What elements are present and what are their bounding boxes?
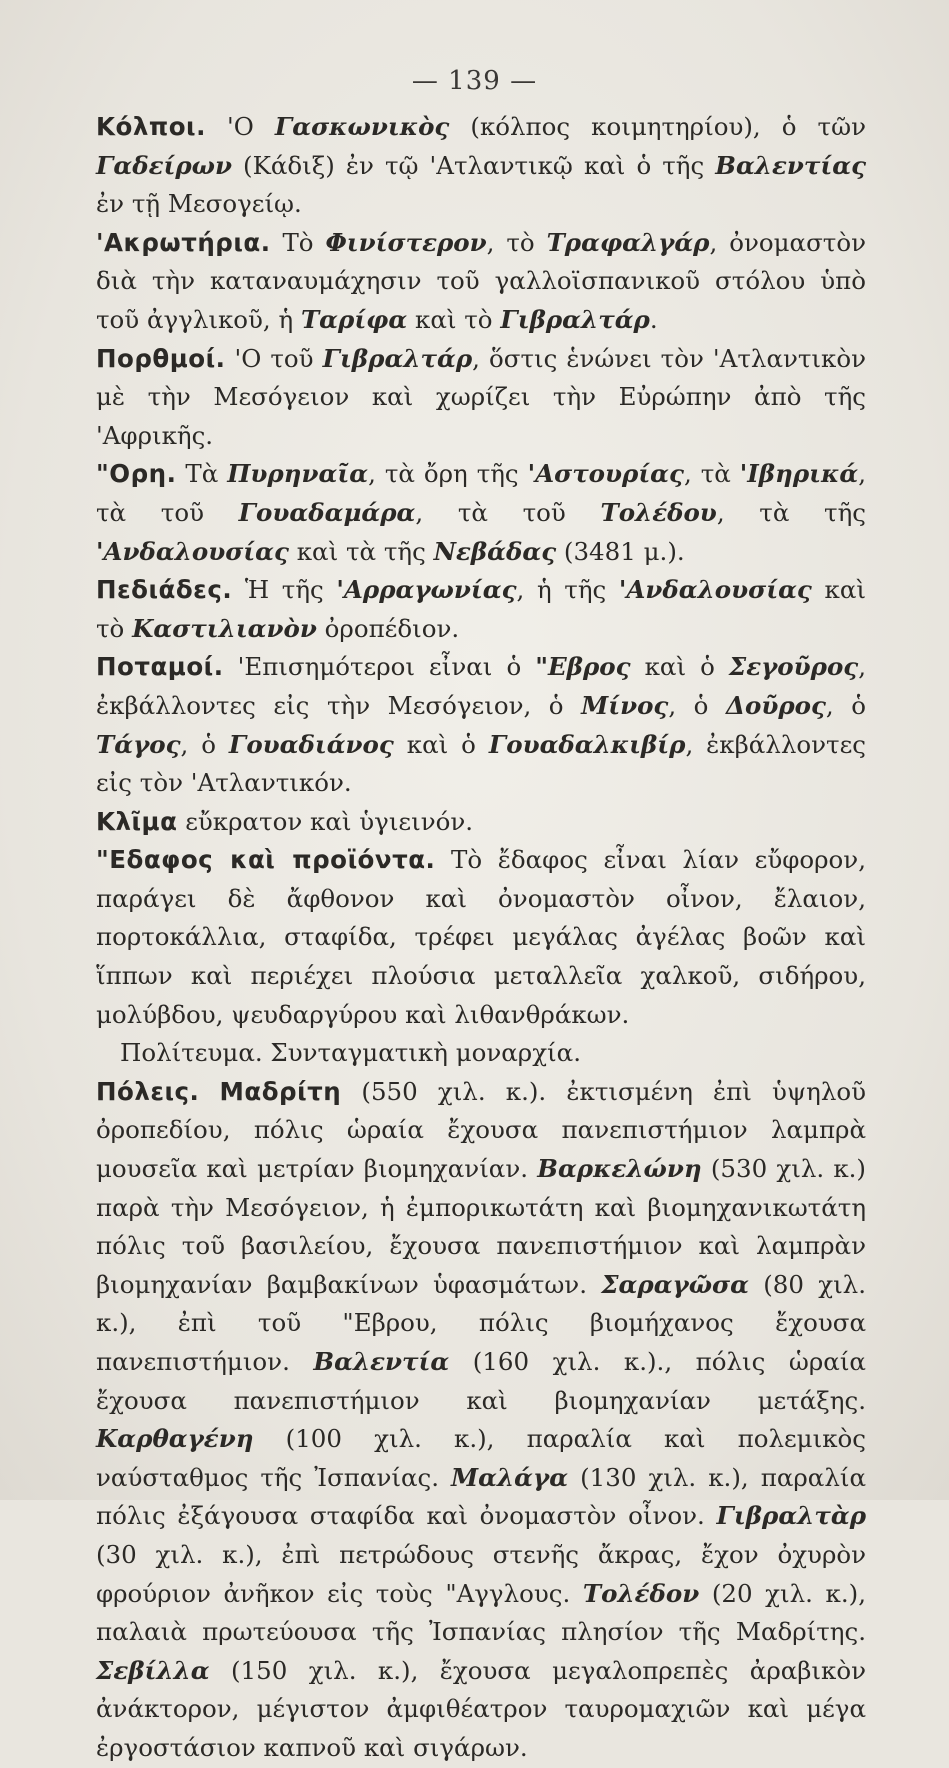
proper-name: Πυρηναῖα: [227, 459, 369, 489]
proper-name: 'Αστουρίας: [527, 459, 684, 489]
text-run: 'Ο: [205, 112, 275, 141]
proper-name: Μίνος: [581, 690, 669, 720]
paragraph-plains: [96, 571, 866, 648]
text-run: (κόλπος κοιμητηρίου), ὁ τῶν: [449, 112, 866, 141]
text-run: (160 χιλ. κ.)., πόλις ὡραία ἔχουσα πανεπιστήμιον καὶ βιομηχανίαν μετάξης.: [96, 1347, 866, 1415]
proper-name: Γιβραλτάρ: [500, 304, 650, 334]
text-run: , ἐκβάλλοντες εἰς τὸν 'Ατλαντικόν.: [96, 729, 866, 798]
proper-name: Βαλεντίας: [715, 150, 866, 180]
proper-name: 'Ιβηρικά: [739, 459, 859, 489]
section-heading: Κλῖμα: [96, 806, 178, 836]
proper-name: Καρθαγένη: [96, 1424, 254, 1454]
proper-name: 'Ανδαλουσίας: [96, 536, 289, 566]
proper-name: Γουαδαμάρα: [238, 497, 416, 527]
section-heading: "Εδαφος καὶ προϊόντα.: [96, 845, 436, 875]
proper-name: Σεγοῦρος: [728, 652, 859, 682]
text-run: , ὁ: [180, 729, 229, 759]
text-run: , ἐκβάλλοντες εἰς τὴν Μεσόγειον, ὁ: [96, 652, 867, 720]
text-run: , τὰ τοῦ: [96, 459, 867, 527]
proper-name: Νεβάδας: [433, 536, 557, 566]
proper-name: Γιβραλτὰρ: [716, 1501, 866, 1531]
text-run: καὶ ὁ: [630, 652, 729, 682]
proper-name: Τραφαλγάρ: [546, 227, 710, 257]
proper-name: Τολέδου: [600, 497, 717, 527]
section-heading: 'Ακρωτήρια.: [96, 227, 271, 257]
proper-name: 'Ανδαλουσίας: [618, 575, 812, 605]
text-run: καὶ τὸ: [407, 304, 501, 334]
proper-name: "Εβρος: [535, 652, 631, 682]
proper-name: Ταρίφα: [300, 304, 408, 334]
text-run: εὔκρατον καὶ ὑγιεινόν.: [177, 806, 474, 836]
text-run: , τὰ τῆς: [716, 497, 867, 527]
proper-name: Σαραγῶσα: [601, 1269, 749, 1299]
section-heading: "Ορη.: [96, 459, 177, 489]
text-run: (80 χιλ. κ.), ἐπὶ τοῦ "Εβρου, πόλις βιομήχανος ἔχουσα πανεπιστήμιον.: [96, 1269, 866, 1376]
proper-name: Γουαδιάνος: [228, 729, 394, 759]
section-heading: Πεδιάδες.: [96, 575, 233, 605]
section-heading: Μαδρίτη: [219, 1076, 342, 1106]
paragraph-soil-products: [96, 841, 866, 1034]
proper-name: Δοῦρος: [725, 690, 826, 720]
proper-name: Γουαδαλκιβίρ: [488, 729, 686, 759]
paragraph-capes: [96, 224, 866, 340]
text-run: καὶ ὁ: [393, 729, 489, 759]
proper-name: Σεβίλλα: [96, 1655, 210, 1685]
text-run: (150 χιλ. κ.), ἔχουσα μεγαλοπρεπὲς ἀραβικὸν ἀνάκτορον, μέγιστον ἀμφιθέατρον ταυρομαχιῶν καὶ μέγα ἐργοστάσιον καπνοῦ καὶ σιγάρων.: [96, 1655, 866, 1762]
text-run: (530 χιλ. κ.) παρὰ τὴν Μεσόγειον, ἡ ἐμπορικωτάτη καὶ βιομηχανικωτάτη πόλις τοῦ βασιλείου, ἔχουσα πανεπιστήμιον καὶ λαμπρὰν βιομηχανίαν βαμβακίνων ὑφασμάτων.: [96, 1154, 866, 1299]
proper-name: Βαλεντία: [313, 1347, 450, 1376]
text-run: , ἡ τῆς: [516, 575, 619, 605]
text-run: (550 χιλ. κ.). ἐκτισμένη ἐπὶ ὑψηλοῦ ὀροπεδίου, πόλις ὡραία ἔχουσα πανεπιστήμιον λαμπρὰ μουσεῖα καὶ μετρίαν βιομηχανίαν.: [96, 1076, 866, 1184]
proper-name: Τάγος: [96, 729, 181, 759]
proper-name: Γιβραλτάρ: [322, 343, 473, 373]
text-run: καὶ τὸ: [96, 575, 866, 643]
section-heading: Πορθμοί.: [96, 343, 226, 373]
proper-name: Γασκωνικὸς: [274, 112, 450, 141]
text-run: , ὅστις ἑνώνει τὸν 'Ατλαντικὸν μὲ τὴν Μεσόγειον καὶ χωρίζει τὴν Εὐρώπην ἀπὸ τῆς 'Αφρικῆς.: [96, 343, 866, 450]
section-heading: Κόλποι.: [96, 112, 206, 141]
proper-name: Γαδείρων: [96, 150, 232, 180]
text-run: καὶ τὰ τῆς: [288, 536, 434, 566]
text-run: (20 χιλ. κ.), παλαιὰ πρωτεύουσα τῆς Ἰσπανίας πλησίον τῆς Μαδρίτης.: [96, 1578, 866, 1647]
paragraph-rivers: [96, 648, 866, 802]
text-run: .: [649, 304, 658, 334]
section-heading: Πόλεις.: [96, 1076, 200, 1106]
text-run: (3481 μ.).: [556, 536, 685, 566]
paragraph-gulfs: [96, 108, 866, 224]
text-run: Τὰ: [176, 459, 228, 489]
text-run: , τὰ ὄρη τῆς: [368, 459, 528, 489]
paragraph-straits: [96, 340, 866, 456]
text-run: , τὰ τοῦ: [415, 497, 601, 527]
body-text: [96, 108, 866, 1768]
proper-name: Μαλάγα: [451, 1462, 569, 1492]
text-run: ὀροπέδιον.: [316, 613, 460, 643]
text-run: 'Επισημότεροι εἶναι ὁ: [223, 652, 536, 682]
text-run: (30 χιλ. κ.), ἐπὶ πετρώδους στενῆς ἄκρας, ἔχον ὀχυρὸν φρούριον ἀνῆκον εἰς τοὺς "Αγγλους.: [96, 1539, 866, 1608]
page-number: — 139 —: [411, 66, 538, 96]
proper-name: 'Αρραγωνίας: [336, 575, 517, 605]
proper-name: Φινίστερον: [325, 227, 487, 257]
text-run: , ὀνομαστὸν διὰ τὴν καταναυμάχησιν τοῦ γαλλοϊσπανικοῦ στόλου ὑπὸ τοῦ ἀγγλικοῦ, ἡ: [96, 227, 866, 334]
text-run: (100 χιλ. κ.), παραλία καὶ πολεμικὸς ναύσταθμος τῆς Ἰσπανίας.: [96, 1424, 866, 1492]
text-run: Ἡ τῆς: [232, 575, 337, 605]
paragraph-mountains: [96, 455, 866, 571]
section-heading: Ποταμοί.: [96, 652, 224, 682]
text-run: , ὁ: [668, 690, 726, 720]
text-run: , τὰ: [683, 459, 740, 489]
text-run: , ὁ: [825, 690, 866, 720]
text-run: 'Ο τοῦ: [225, 343, 323, 373]
text-run: , τὸ: [486, 227, 547, 257]
text-run: [199, 1077, 219, 1106]
proper-name: Τολέδον: [582, 1578, 700, 1608]
text-run: (130 χιλ. κ.), παραλία πόλις ἐξάγουσα σταφίδα καὶ ὀνομαστὸν οἶνον.: [96, 1462, 866, 1531]
text-run: Τὸ: [270, 227, 326, 257]
text-run: Τὸ ἔδαφος εἶναι λίαν εὔφορον, παράγει δὲ ἄφθονον καὶ ὀνομαστὸν οἶνον, ἔλαιον, πορτοκάλλια, σταφίδα, τρέφει μεγάλας ἀγέλας βοῶν καὶ ἵππων καὶ περιέχει πλούσια μεταλλεῖα χαλκοῦ, σιδήρου, μολύβδου, ψευδαργύρου καὶ λιθανθράκων.: [96, 845, 866, 1029]
paragraph-government: [96, 1034, 866, 1073]
proper-name: Βαρκελώνη: [537, 1154, 702, 1184]
text-run: Πολίτευμα. Συνταγματικὴ μοναρχία.: [120, 1038, 581, 1068]
paragraph-cities: [96, 1073, 866, 1768]
text-run: (Κάδιξ) ἐν τῷ 'Ατλαντικῷ καὶ ὁ τῆς: [231, 150, 716, 180]
paragraph-climate: [96, 803, 866, 842]
proper-name: Καστιλιανὸν: [132, 613, 317, 643]
text-run: ἐν τῇ Μεσογείῳ.: [96, 189, 302, 219]
